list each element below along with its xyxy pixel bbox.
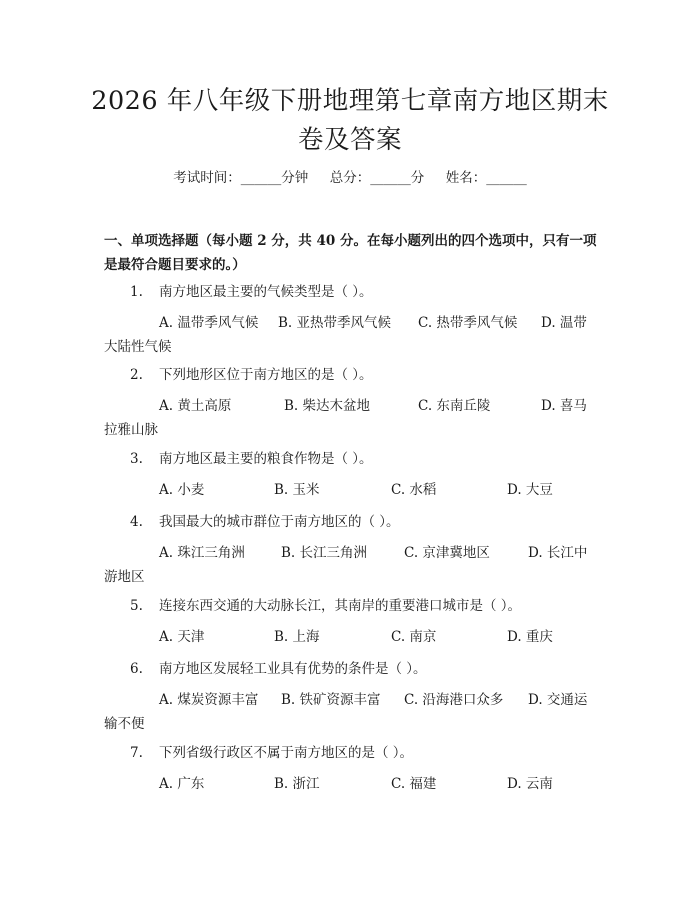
options — [104, 478, 594, 502]
option-continuation: 拉雅山脉 — [104, 422, 158, 438]
question-number: 4. — [130, 514, 143, 530]
question-text: 下列地形区位于南方地区的是（ ）。 — [159, 367, 373, 383]
page-title — [60, 82, 640, 160]
option-continuation: 游地区 — [104, 569, 145, 585]
options — [104, 394, 594, 438]
option-b: B. 玉米 — [274, 482, 320, 498]
option-b: B. 上海 — [274, 629, 320, 645]
option-c: C. 福建 — [391, 776, 437, 792]
option-c: C. 热带季风气候 — [418, 315, 518, 331]
option-d: D. 喜马 — [541, 398, 587, 414]
options — [104, 541, 594, 585]
option-a: A. 珠江三角洲 — [159, 545, 245, 561]
options — [104, 772, 594, 796]
option-b: B. 亚热带季风气候 — [278, 315, 392, 331]
option-d: D. 大豆 — [507, 482, 553, 498]
question-number: 5. — [130, 598, 143, 614]
options — [104, 311, 594, 355]
option-b: B. 长江三角洲 — [281, 545, 368, 561]
option-c: C. 沿海港口众多 — [404, 692, 504, 708]
section-heading-line-1: 一、单项选择题（每小题 2 分，共 40 分。在每小题列出的四个选项中，只有一项 — [104, 233, 597, 249]
option-a: A. 温带季风气候 — [159, 315, 259, 331]
exam-info-line: 考试时间：______分钟 总分：______分 姓名：______ — [173, 170, 527, 186]
question-number: 2. — [130, 367, 143, 383]
option-c: C. 京津冀地区 — [404, 545, 490, 561]
section-heading-line-2: 是最符合题目要求的。） — [104, 257, 246, 273]
option-b: B. 浙江 — [274, 776, 320, 792]
question-text: 我国最大的城市群位于南方地区的（ ）。 — [159, 514, 400, 530]
question-number: 1. — [130, 284, 143, 300]
question-text: 南方地区发展轻工业具有优势的条件是（ ）。 — [159, 661, 427, 677]
title-line-2: 卷及答案 — [297, 125, 402, 155]
question-text: 连接东西交通的大动脉长江，其南岸的重要港口城市是（ ）。 — [159, 598, 522, 614]
option-a: A. 天津 — [159, 629, 205, 645]
title-line-1: 2026 年八年级下册地理第七章南方地区期末 — [91, 86, 609, 116]
option-continuation: 输不便 — [104, 716, 145, 732]
option-b: B. 铁矿资源丰富 — [281, 692, 381, 708]
question-text: 南方地区最主要的粮食作物是（ ）。 — [159, 451, 373, 467]
option-continuation: 大陆性气候 — [104, 339, 172, 355]
option-d: D. 重庆 — [507, 629, 553, 645]
options — [104, 625, 594, 649]
option-b: B. 柴达木盆地 — [284, 398, 371, 414]
question-text: 南方地区最主要的气候类型是（ ）。 — [159, 284, 373, 300]
question-number: 3. — [130, 451, 143, 467]
option-d: D. 长江中 — [528, 545, 588, 561]
options — [104, 688, 594, 732]
option-d: D. 交通运 — [528, 692, 588, 708]
question-number: 7. — [130, 745, 143, 761]
option-a: A. 小麦 — [159, 482, 205, 498]
option-d: D. 云南 — [507, 776, 553, 792]
option-c: C. 南京 — [391, 629, 437, 645]
option-a: A. 广东 — [159, 776, 205, 792]
section-heading — [104, 229, 600, 277]
option-d: D. 温带 — [541, 315, 587, 331]
question-number: 6. — [130, 661, 143, 677]
option-c: C. 东南丘陵 — [418, 398, 491, 414]
option-a: A. 煤炭资源丰富 — [159, 692, 259, 708]
question-text: 下列省级行政区不属于南方地区的是（ ）。 — [159, 745, 414, 761]
option-a: A. 黄土高原 — [159, 398, 232, 414]
option-c: C. 水稻 — [391, 482, 437, 498]
